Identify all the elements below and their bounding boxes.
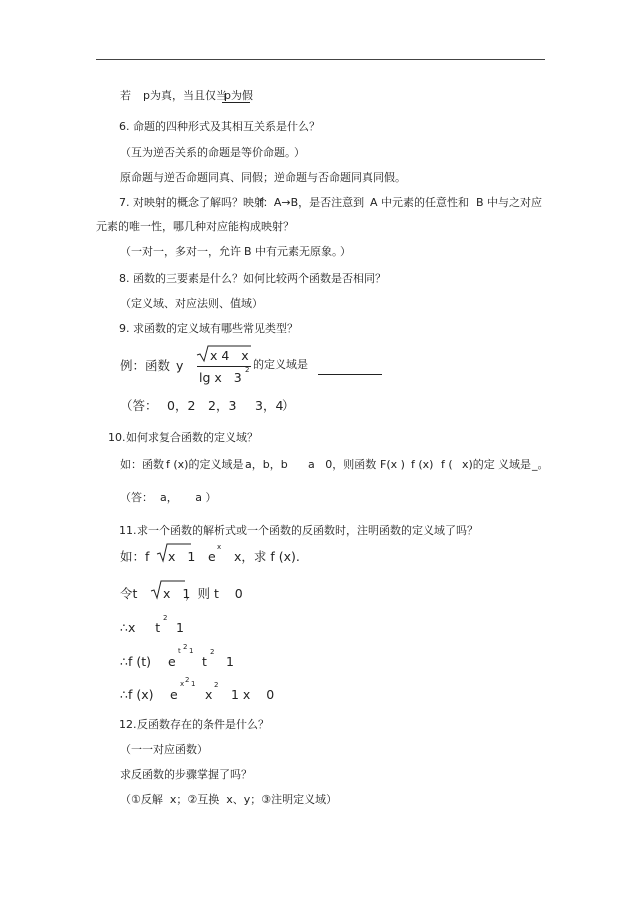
q11-l1-prefix: 如：f [120, 549, 150, 564]
q11-l5-prefix: ∴f (x) [120, 687, 154, 702]
q12-follow-question: 求反函数的步骤掌握了吗？ [120, 768, 252, 781]
q9-var-y: y [176, 358, 184, 373]
q10-example-g: f ( [441, 458, 453, 471]
q11-question: 求一个函数的解析式或一个函数的反函数时，注明函数的定义域了吗？ [137, 524, 478, 537]
q7-answer-b: B 中有元素无原象。 [244, 245, 344, 258]
q9-example-label: 例：函数 [120, 358, 171, 373]
q9-question: 求函数的定义域有哪些常见类型？ [133, 322, 298, 335]
q10-number: 10. [108, 431, 126, 444]
q10-example-a: 如：函数 [120, 458, 164, 471]
q8-answer: （定义域、对应法则、值域） [120, 297, 263, 310]
q10-example-f: f (x) [411, 458, 434, 471]
q7-answer-a: （一对一，多对一，允许 [120, 245, 241, 258]
q9-number: 9. [119, 322, 130, 335]
q6-answer-2: 原命题与逆否命题同真、同假；逆命题与否命题同真同假。 [120, 171, 406, 184]
q9-fraction-bar [197, 366, 251, 367]
q11-l5-exp-power-one: 1 [191, 680, 196, 688]
q12-follow-answer: （①反解 x；②互换 x、y；③注明定义域） [120, 793, 338, 806]
q7-question-b: f：A→B，是否注意到 [259, 196, 365, 209]
q6-answer: （互为逆否关系的命题是等价命题。 [120, 146, 296, 159]
q11-l4-term: t [202, 654, 207, 669]
q9-answer-close: ） [282, 398, 295, 413]
q11-l5-exp-power-square: 2 [185, 676, 190, 684]
q11-l4-rest: 1 [226, 654, 234, 669]
top-line-prefix: 若 [120, 89, 131, 102]
q11-l3-prefix: ∴x t [120, 620, 161, 635]
q10-example-b: f (x)的定义域是 [166, 458, 244, 471]
q10-question: 如何求复合函数的定义域？ [126, 431, 258, 444]
q8-number: 8. [119, 272, 130, 285]
q6-answer-close: ） [294, 146, 305, 159]
q8-question: 函数的三要素是什么？如何比较两个函数是否相同？ [133, 272, 386, 285]
q11-l5-exp-power-var: x [180, 680, 185, 688]
top-line-part2: p为假 [224, 89, 253, 102]
q11-l2-prefix: 令t [120, 586, 138, 601]
q7-answer-close: ） [340, 245, 351, 258]
q9-denominator-exponent: 2 [245, 366, 250, 374]
q11-l1-exp-base: e [208, 549, 216, 564]
top-line-underline [222, 102, 250, 103]
q11-l4-prefix: ∴f (t) [120, 654, 151, 669]
q9-answer-interval-2: 2，3 [208, 398, 237, 413]
q11-l4-term-exponent: 2 [210, 648, 215, 656]
header-rule [96, 59, 545, 60]
q10-example-i: 义域是 [498, 458, 531, 471]
q11-l2-radicand: x 1 [163, 586, 191, 601]
q7-question-c: A 中元素的任意性和 [370, 196, 470, 209]
q11-l3-exponent: 2 [163, 614, 168, 622]
q11-l5-term-exponent: 2 [214, 681, 219, 689]
q11-l1-radicand: x 1 [168, 549, 196, 564]
q7-question-line2: 元素的唯一性，哪几种对应能构成映射？ [96, 220, 294, 233]
q7-question-d: B 中与之对应 [476, 196, 543, 209]
q11-number: 11. [119, 524, 137, 537]
q6-question: 命题的四种形式及其相互关系是什么？ [133, 120, 320, 133]
q10-example-c: a，b，b [245, 458, 288, 471]
q10-answer: （答： a， a ） [120, 491, 217, 504]
q12-answer: （一一对应函数） [120, 743, 208, 756]
q9-answer-blank[interactable] [318, 374, 382, 375]
q9-answer-label: （答： [120, 398, 158, 413]
q11-l4-exp-power-var: t [178, 647, 181, 655]
q9-suffix: 的定义域是 [253, 358, 308, 371]
q11-l1-exp-power: x [217, 543, 222, 551]
q10-example-e: F(x ) [380, 458, 405, 471]
q9-answer-interval-3: 3，4 [255, 398, 284, 413]
q10-example-d: a 0，则函数 [308, 458, 377, 471]
q10-example-j: _。 [532, 458, 549, 471]
q9-denominator: lg x 3 [199, 370, 242, 385]
q11-l4-exp-base: e [168, 654, 176, 669]
q11-l3-rest: 1 [176, 620, 184, 635]
q9-numerator: x 4 x [210, 348, 249, 363]
q11-l2-rest: ，则 t 0 [185, 586, 243, 601]
q11-l4-exp-power-one: 1 [189, 647, 194, 655]
q11-l5-rest: 1 x 0 [231, 687, 275, 702]
q9-answer-interval-1: 0，2 [167, 398, 196, 413]
q7-question-a: 对映射的概念了解吗？映射 [133, 196, 265, 209]
q12-question: 反函数存在的条件是什么？ [137, 718, 269, 731]
q10-example-h: x)的定 [462, 458, 495, 471]
q6-number: 6. [119, 120, 130, 133]
q11-l5-exp-base: e [170, 687, 178, 702]
top-line-part1: p为真，当且仅当 [143, 89, 227, 102]
q7-number: 7. [119, 196, 130, 209]
q11-l5-term: x [205, 687, 213, 702]
q11-l4-exp-power-square: 2 [183, 643, 188, 651]
q11-l1-rest: x，求 f (x). [234, 549, 300, 564]
q12-number: 12. [119, 718, 137, 731]
